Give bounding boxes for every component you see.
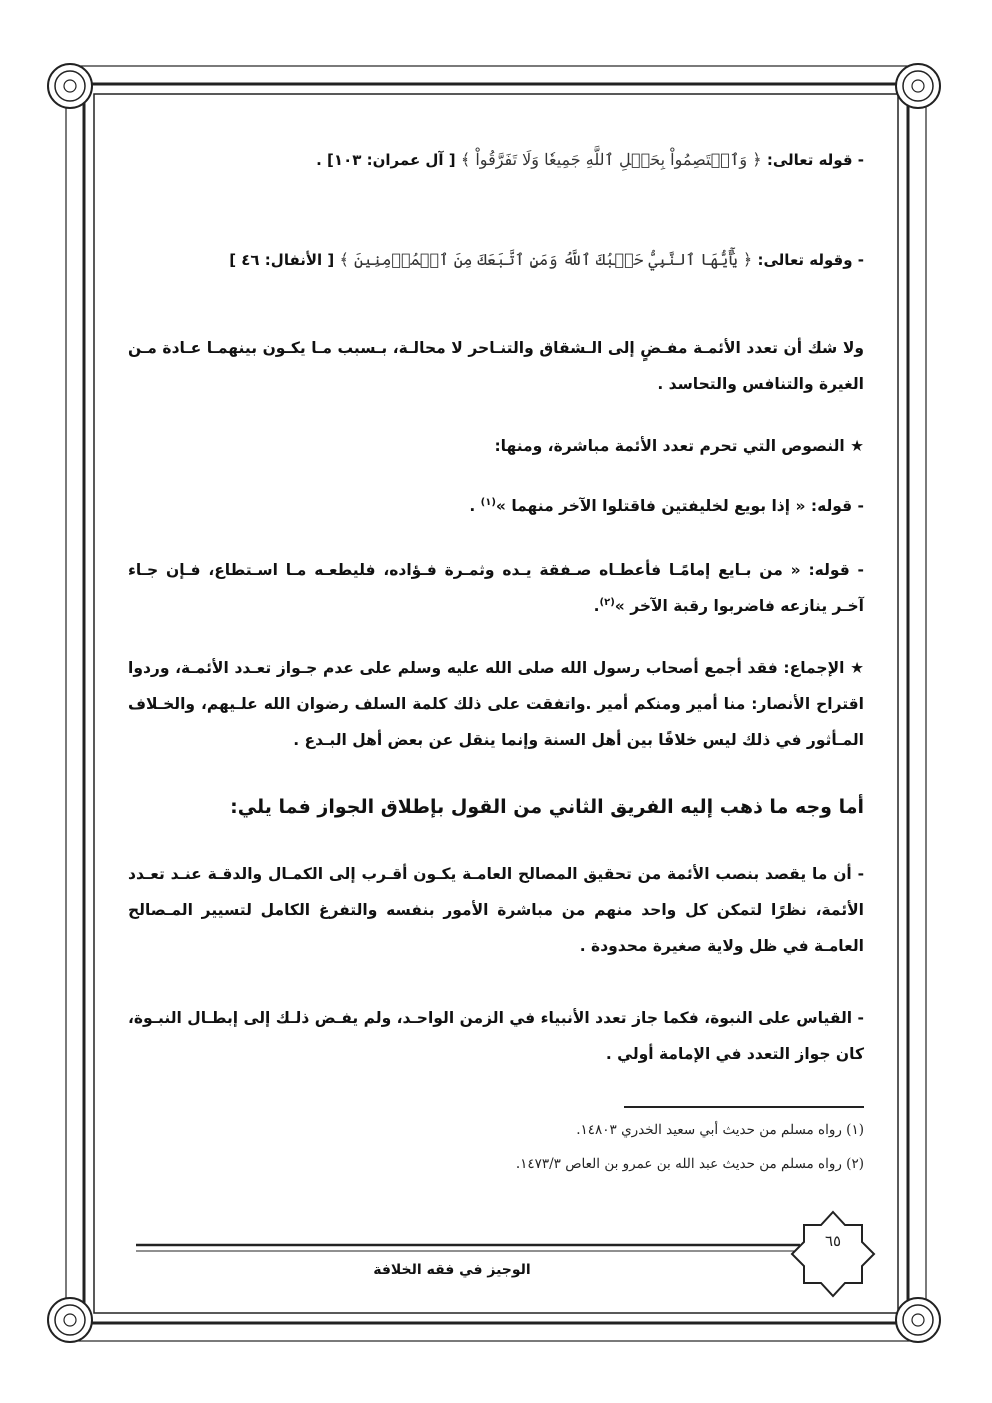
verse-2-quote: ﴿ يَٰٓأَيُّهَا ٱلنَّبِيُّ حَسۡبُكَ ٱللَّهُ وَمَنِ ٱتَّبَعَكَ مِنَ ٱلۡمُؤۡمِنِينَ ﴾ — [339, 250, 753, 269]
hadith-2-end: . — [593, 597, 600, 615]
verse-2-intro: - وقوله تعالى: — [757, 251, 864, 269]
hadith-1-text: - قوله: « إذا بويع لخليفتين فاقتلوا الآخر منهما » — [495, 497, 864, 515]
verse-1-ref: [ آل عمران: ١٠٣] . — [316, 151, 456, 169]
verse-2-ref: [ الأنفال: ٤٦ ] — [229, 251, 335, 269]
corner-ornament-tr — [896, 64, 940, 108]
verse-2 — [229, 250, 864, 269]
paragraph-hadith-1 — [128, 488, 864, 524]
book-title: الوجيز في فقه الخلافة — [373, 1262, 531, 1278]
page-number: ٦٥ — [824, 1232, 842, 1250]
corner-ornament-br — [896, 1298, 940, 1342]
verse-1-quote: ﴿ وَٱعۡتَصِمُواْ بِحَبۡلِ ٱللَّهِ جَمِيعٗا وَلَا تَفَرَّقُواْ ﴾ — [460, 150, 762, 169]
paragraph-analogy: - القياس على النبوة، فكما جاز تعدد الأنبياء في الزمن الواحـد، ولم يفـض ذلـك إلى إبطـال النبـوة، كان جواز التعدد في الإمامة أولي . — [128, 1009, 864, 1063]
section-heading: أما وجه ما ذهب إليه الفريق الثاني من القول بإطلاق الجواز فما يلي: — [230, 796, 864, 818]
paragraph-consensus: ★ الإجماع: فقد أجمع أصحاب رسول الله صلى الله عليه وسلم على عدم جـواز تعـدد الأئمـة، وردوا اقتراح الأنصار: منا أمير ومنكم أمير .واتفقت على ذلك كلمة السلف رضوان الله علـيهم، والخـلاف المـأثور في ذلك ليس خلافًا بين أهل السنة وإنما ينقل عن بعض أهل البـدع . — [128, 659, 864, 749]
verse-1-intro: - قوله تعالى: — [766, 151, 864, 169]
paragraph-public-interest: - أن ما يقصد بنصب الأئمة من تحقيق المصالح العامـة يكـون أقـرب إلى الكمـال والدقـة عنـد تعـدد الأئمة، نظرًا لتمكن كل واحد منهم من مباشرة الأمور بنفسه والتفرغ الكامل لتسيير المـصالح العامـة في ظل ولاية صغيرة محدودة . — [128, 865, 864, 955]
hadith-1-end: . — [469, 497, 481, 515]
paragraph-texts-heading: ★ النصوص التي تحرم تعدد الأئمة مباشرة، ومنها: — [494, 437, 864, 455]
corner-ornament-tl — [48, 64, 92, 108]
corner-ornament-bl — [48, 1298, 92, 1342]
footnote-ref-1[interactable]: (١) — [480, 496, 496, 508]
footnote-separator — [624, 1106, 864, 1108]
footnote-ref-2[interactable]: (٢) — [599, 596, 615, 608]
footnote-2: (٢) رواه مسلم من حديث عبد الله بن عمرو بن العاص ١٤٧٣/٣. — [515, 1156, 864, 1172]
page-number-badge — [792, 1212, 874, 1296]
paragraph-conflict: ولا شك أن تعدد الأئمـة مفـضٍ إلى الـشقاق والتنـاحر لا محالـة، بـسبب مـا يكـون بينهمـا عـادة مـن الغيرة والتنافس والتحاسد . — [128, 339, 864, 393]
hadith-2-text: - قوله: « من بـايع إمامًـا فأعطـاه صـفقة يـده وثمـرة فـؤاده، فليطعـه مـا اسـتطاع، فـإن جـاء آخـر ينازعه فاضربوا رقبة الآخر » — [128, 561, 864, 615]
footnote-1: (١) رواه مسلم من حديث أبي سعيد الخدري ١٤٨٠٣. — [576, 1122, 864, 1138]
paragraph-hadith-2 — [128, 552, 864, 624]
verse-1 — [316, 150, 864, 169]
